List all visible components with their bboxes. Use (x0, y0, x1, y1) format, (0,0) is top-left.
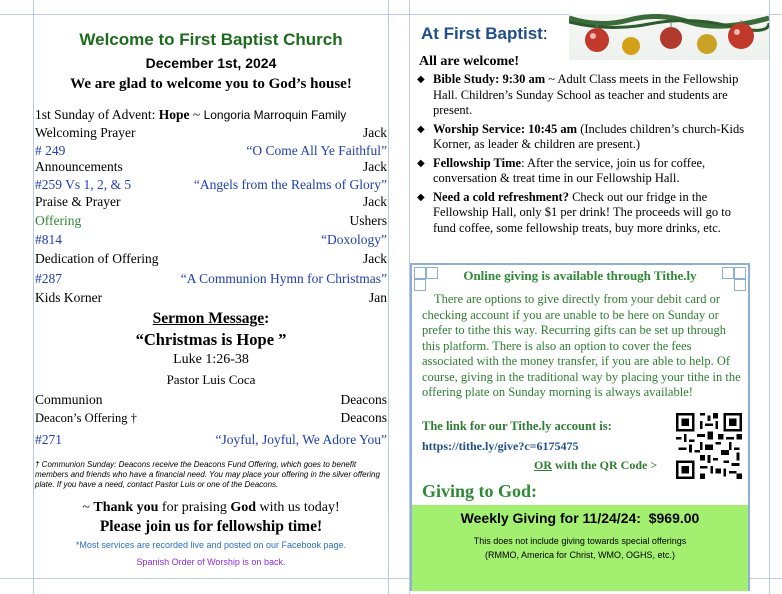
tithely-link[interactable]: https://tithe.ly/give?c=6175475 (422, 439, 579, 453)
diamond-bullet-icon: ◆ (417, 191, 425, 203)
communion-footnote: † Communion Sunday: Deacons receive the Deacons Fund Offering, which goes to benefit members and friends who have a financial need. You may place your offering in the silver offering plate. If you have a need, contact Pastor Luis or one of the Deacons. (35, 460, 380, 489)
online-giving-body: There are options to give directly from your debit card or checking account if you are unable to be here on Sunday or prefer to tithe this way. Recurring gifts can be set up through this platform. There is also an option to cover the fees associated with the money transfer, if you are able to help. Of course, giving in the traditional way by placing your tithe in the offering plate on Sunday morning is always available! (422, 292, 741, 399)
order-item: Offering Ushers (35, 213, 387, 228)
layout-guide (388, 0, 389, 594)
spanish-note: Spanish Order of Worship is on back. (136, 557, 286, 567)
list-item: ◆ Worship Service: 10:45 am (Includes children’s church-Kids Korner, as leader & children are present.) (417, 121, 745, 151)
all-welcome: All are welcome! (419, 54, 520, 69)
hymn-item: #259 Vs 1, 2, & 5 “Angels from the Realms of Glory” (35, 177, 387, 192)
announcement-list (417, 72, 757, 239)
diamond-bullet-icon: ◆ (417, 123, 425, 135)
order-item: Deacon’s Offering † Deacons (35, 410, 387, 425)
diamond-bullet-icon: ◆ (417, 74, 425, 85)
hymn-item: #271 “Joyful, Joyful, We Adore You” (35, 432, 387, 447)
at-first-baptist-heading: At First Baptist: (421, 24, 548, 43)
hymn-item: #287 “A Communion Hymn for Christmas” (35, 271, 387, 286)
fellowship-invite: Please join us for fellowship time! (99, 518, 323, 535)
service-date: December 1st, 2024 (145, 55, 277, 71)
online-giving-box (410, 263, 750, 591)
qr-code-caption: OR with the QR Code > (534, 458, 658, 472)
list-item: ◆ Fellowship Time: After the service, join us for coffee, conversation & treat time in our Fellowship Hall. (417, 155, 706, 185)
sermon-heading: Sermon Message: (152, 310, 270, 327)
giving-to-god-heading: Giving to God: (422, 481, 538, 501)
sermon-title: “Christmas is Hope ” (135, 330, 287, 349)
thanks-line: ~ Thank you for praising God with us today! (82, 500, 340, 515)
sermon-scripture: Luke 1:26-38 (173, 352, 249, 367)
order-item: Praise & Prayer Jack (35, 194, 387, 209)
order-item: Welcoming Prayer Jack (35, 125, 387, 140)
christmas-ornaments-banner-icon (569, 14, 769, 60)
online-giving-heading: Online giving is available through Tithe.ly (463, 268, 697, 283)
hymn-item: #814 “Doxology” (35, 232, 387, 247)
list-item: ◆ Bible Study: 9:30 am ~ Adult Class meets in the Fellowship Hall. Children’s Sunday School as teacher and students are present. (417, 72, 739, 117)
weekly-giving-note: This does not include giving towards special offerings (RMMO, America for Christ, WMO, OGHS, etc.) (473, 536, 687, 560)
diamond-bullet-icon: ◆ (417, 157, 425, 169)
hymn-item: # 249 “O Come All Ye Faithful” (35, 143, 387, 158)
order-item: Dedication of Offering Jack (35, 251, 387, 266)
order-item: Kids Korner Jan (35, 290, 387, 305)
tithely-link-label: The link for our Tithe.ly account is: (422, 419, 612, 433)
layout-guide (769, 0, 770, 594)
welcome-line: We are glad to welcome you to God’s house! (70, 76, 352, 92)
sermon-pastor: Pastor Luis Coca (166, 372, 256, 387)
weekly-giving-box (412, 505, 748, 591)
recorded-note: *Most services are recorded live and posted on our Facebook page. (75, 540, 347, 550)
layout-guide (33, 0, 34, 594)
qr-code-icon[interactable] (676, 413, 742, 479)
weekly-giving-amount: $969.00 (648, 510, 700, 526)
list-item: ◆ Need a cold refreshment? Check out our fridge in the Fellowship Hall, only $1 per drink! The proceeds will go to fund coffee, some fellowship treats, buy more drinks, etc. (417, 189, 731, 235)
order-item: Announcements Jack (35, 159, 387, 174)
page-title: Welcome to First Baptist Church (79, 30, 343, 49)
order-item: Communion Deacons (35, 392, 387, 407)
advent-line: 1st Sunday of Advent: Hope ~ Longoria Marroquin Family (35, 107, 347, 122)
weekly-giving-line: Weekly Giving for 11/24/24: $969.00 (460, 510, 700, 526)
